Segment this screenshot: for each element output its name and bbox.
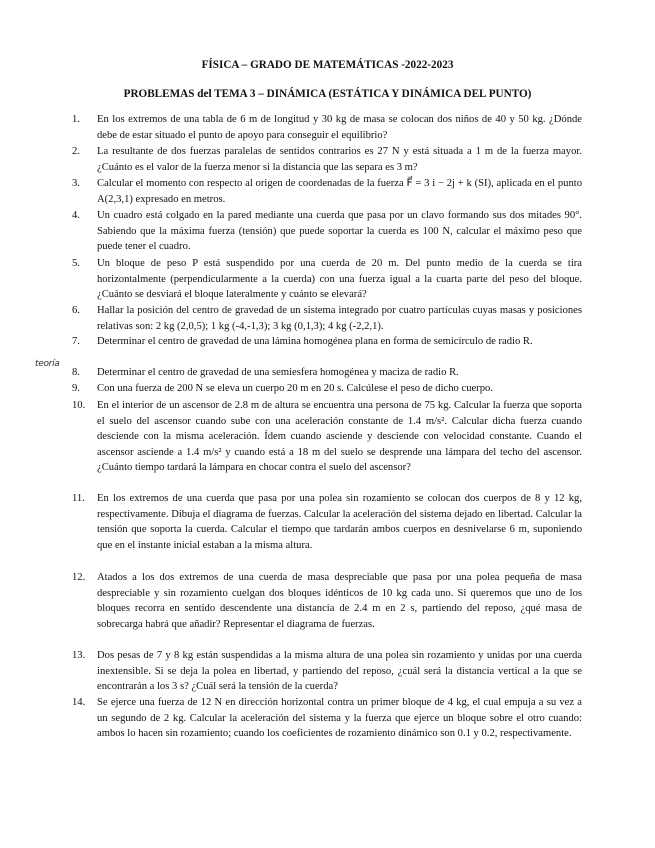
problem-item [72, 648, 582, 695]
problem-item [72, 176, 582, 207]
problem-number: 6. [72, 305, 80, 316]
page-subtitle: PROBLEMAS del TEMA 3 – DINÁMICA (ESTÁTICA Y DINÁMICA DEL PUNTO) [123, 88, 532, 100]
problem-number: 2. [72, 146, 80, 157]
problem-number: 3. [72, 178, 80, 189]
problem-number: 8. [72, 367, 80, 378]
problem-item [72, 112, 582, 143]
problem-number: 11. [72, 493, 85, 504]
problem-item [72, 256, 582, 303]
problem-number: 1. [72, 114, 80, 125]
problem-item [72, 695, 582, 742]
problem-text: Se ejerce una fuerza de 12 N en dirección horizontal contra un primer bloque de 4 kg, el cual empuja a su vez a un segundo de 2 kg. Calcular la aceleración del sistema y la fuerza que ejerce un bloque sobre el otro cuando: ambos lo hacen sin rozamiento; cuando los coeficientes de rozamiento dinámico son 0.1 y 0.2, respectivamente. [97, 697, 582, 740]
problem-text: La resultante de dos fuerzas paralelas de sentidos contrarios es 27 N y está situada a 1 m de la fuerza mayor. ¿Cuánto es el valor de la fuerza menor si la distancia que las separa es 3 m? [97, 146, 582, 173]
page-title: FÍSICA – GRADO DE MATEMÁTICAS -2022-2023 [201, 59, 454, 71]
problem-item [72, 365, 582, 381]
problem-text: Con una fuerza de 200 N se eleva un cuerpo 20 m en 20 s. Calcúlese el peso de dicho cuerpo. [97, 383, 493, 394]
problem-text: En los extremos de una cuerda que pasa por una polea sin rozamiento se colocan dos cuerpos de 8 y 12 kg, respectivamente. Dibuja el diagrama de fuerzas. Calcular la aceleración del sistema dejado en libertad. Calcular la tensión que soporta la cuerda. Calcular el tiempo que tardarán ambos cuerpos en desnivelarse 6 m, suponiendo que en el instante inicial estaban a la misma altura. [97, 493, 582, 551]
problem-number: 13. [72, 650, 86, 661]
problem-number: 12. [72, 572, 86, 583]
problem-text: Determinar el centro de gravedad de una lámina homogénea plana en forma de semicírculo de radio R. [97, 336, 533, 347]
problem-item [72, 398, 582, 476]
problem-number: 4. [72, 210, 80, 221]
problem-number: 14. [72, 697, 86, 708]
handwritten-margin-note: teoría [35, 359, 60, 369]
problem-item [72, 334, 582, 350]
problem-text: En los extremos de una tabla de 6 m de longitud y 30 kg de masa se colocan dos niños de 40 y 50 kg. ¿Dónde debe de estar situado el punto de apoyo para conseguir el equilibrio? [97, 114, 582, 141]
problem-text: Un bloque de peso P está suspendido por una cuerda de 20 m. Del punto medio de la cuerda se tira horizontalmente (perpendicularmente a la cuerda) con una fuerza igual a la cuarta parte del peso del bloque. ¿Cuánto se desviará el bloque lateralmente y cuánto se elevará? [97, 258, 582, 301]
problem-item [72, 570, 582, 632]
problem-item [72, 381, 582, 397]
problem-item [72, 491, 582, 553]
problem-text: Calcular el momento con respecto al origen de coordenadas de la fuerza F⃗ = 3 i − 2j + k (SI), aplicada en el punto A(2,3,1) expresado en metros. [97, 178, 582, 205]
problem-number: 10. [72, 400, 86, 411]
problem-text: En el interior de un ascensor de 2.8 m de altura se encuentra una persona de 75 kg. Calcular la fuerza que soporta el suelo del ascensor cuando sube con una aceleración constante de 1.4 m/s². Calcular dicha fuerza cuando desciende con la misma aceleración. Ídem cuando asciende y desciende con velocidad constante. Cuando el ascensor asciende a 1.4 m/s² y cuando está a 18 m del suelo se desprende una lámpara del techo del ascensor. ¿Cuánto tiempo tardará la lámpara en chocar contra el suelo del ascensor? [97, 400, 582, 474]
problem-text: Un cuadro está colgado en la pared mediante una cuerda que pasa por un clavo formando sus dos mitades 90°. Sabiendo que la máxima fuerza (tensión) que puede soportar la cuerda es 100 N, calcular el máximo peso que puede tener el cuadro. [97, 210, 582, 253]
problem-item [72, 303, 582, 334]
problem-number: 5. [72, 258, 80, 269]
problem-text: Dos pesas de 7 y 8 kg están suspendidas a la misma altura de una polea sin rozamiento y unidas por una cuerda inextensible. Si se deja la polea en libertad, y partiendo del reposo, ¿cuál será la distancia vertical a la que se encontrarán a los 3 s? ¿Cuál será la tensión de la cuerda? [97, 650, 582, 693]
problem-text: Determinar el centro de gravedad de una semiesfera homogénea y maciza de radio R. [97, 367, 459, 378]
problem-text: Hallar la posición del centro de gravedad de un sistema integrado por cuatro partículas cuyas masas y posiciones relativas son: 2 kg (2,0,5); 1 kg (-4,-1,3); 3 kg (0,1,3); 4 kg (-2,2,1). [97, 305, 582, 332]
problem-number: 7. [72, 336, 80, 347]
problem-item [72, 144, 582, 175]
problem-item [72, 208, 582, 255]
problem-text: Atados a los dos extremos de una cuerda de masa despreciable que pasa por una polea pequeña de masa despreciable y sin rozamiento cuelgan dos bloques idénticos de 10 kg cada uno. Si queremos que uno de los bloques recorra en sentido descendente una distancia de 2.4 m en 2 s, partiendo del reposo, ¿qué masa de sobrecarga habrá que añadir? Representar el diagrama de fuerzas. [97, 572, 582, 630]
problem-number: 9. [72, 383, 80, 394]
